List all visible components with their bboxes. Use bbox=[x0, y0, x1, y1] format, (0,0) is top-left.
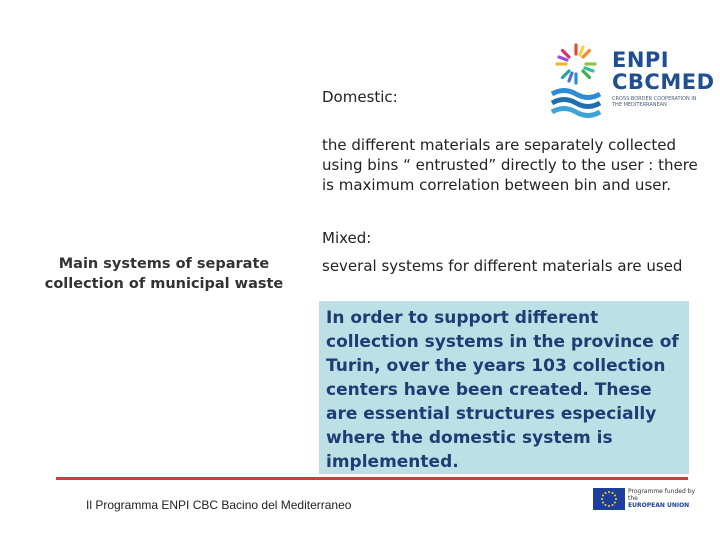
footer-divider bbox=[56, 477, 688, 480]
eu-flag-icon bbox=[593, 488, 625, 510]
mixed-description: several systems for different materials are used bbox=[322, 257, 683, 275]
enpi-cbcmed-logo bbox=[548, 40, 715, 122]
main-title: Main systems of separate collection of municipal waste bbox=[44, 256, 284, 292]
highlight-box bbox=[319, 301, 689, 474]
sun-waves-icon bbox=[550, 42, 602, 118]
logo-line-1: ENPI bbox=[612, 48, 670, 72]
mixed-heading: Mixed: bbox=[322, 229, 372, 247]
eu-funding-label bbox=[628, 488, 698, 509]
logo-line-2: CBCMED bbox=[612, 70, 715, 94]
eu-funding-line-2: EUROPEAN UNION bbox=[628, 502, 690, 509]
highlight-text: In order to support different collection systems in the province of Turin, over the years 103 collection centers have been created. These are essential structures especially where the domestic system is implemented. bbox=[326, 308, 679, 472]
domestic-description: the different materials are separately collected using bins “ entrusted” directly to the user : there is maximum correlation between bin and user. bbox=[322, 136, 698, 194]
eu-funding-line-1: Programme funded by the bbox=[628, 488, 696, 502]
domestic-heading: Domestic: bbox=[322, 88, 398, 106]
footer-text: Il Programma ENPI CBC Bacino del Mediterraneo bbox=[86, 498, 352, 512]
logo-tagline: CROSS-BORDER COOPERATION IN THE MEDITERRANEAN bbox=[612, 96, 697, 108]
